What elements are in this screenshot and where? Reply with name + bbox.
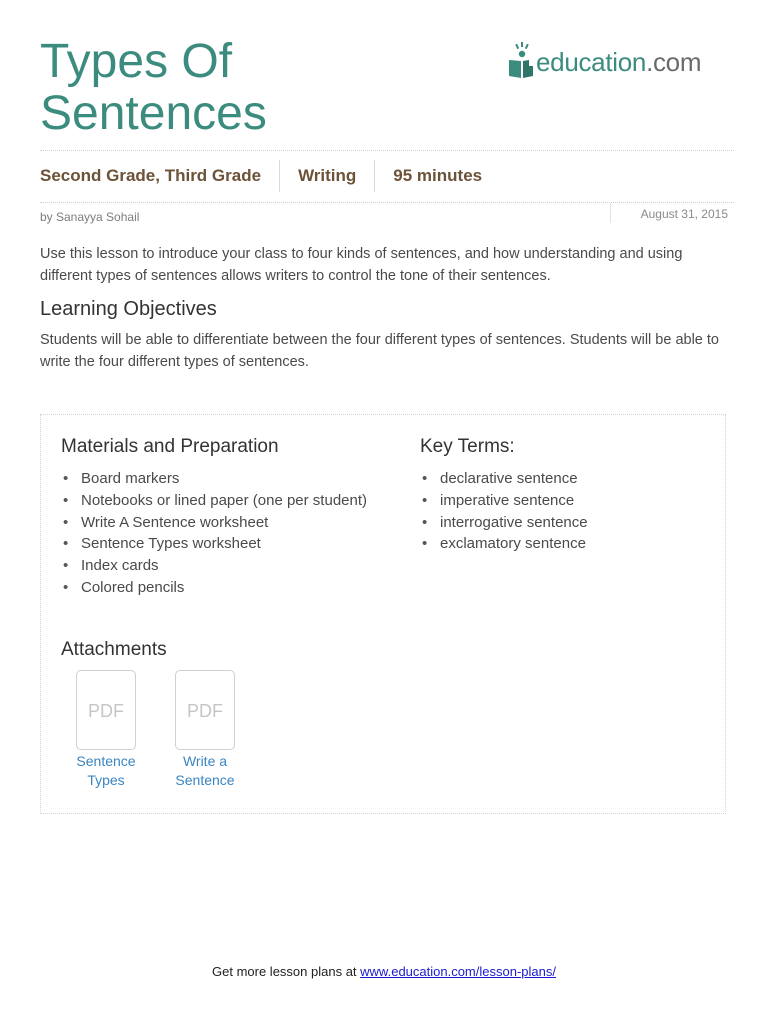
logo-suffix: .com [646, 46, 702, 77]
list-item: • Colored pencils [61, 577, 367, 599]
list-item: • Board markers [61, 468, 367, 490]
list-item: • declarative sentence [420, 468, 588, 490]
lesson-meta [40, 160, 482, 192]
lesson-details-box [40, 414, 726, 814]
attachment-write-a-sentence[interactable] [160, 670, 250, 790]
list-item: • Write A Sentence worksheet [61, 512, 367, 534]
book-person-logo-icon [506, 42, 536, 82]
subject: Writing [298, 166, 357, 185]
page-title [40, 36, 267, 140]
grade-level: Second Grade, Third Grade [40, 166, 262, 185]
education-logo[interactable] [506, 40, 701, 84]
meta-divider [40, 202, 734, 203]
list-item: • exclamatory sentence [420, 533, 588, 555]
list-item: • Index cards [61, 555, 367, 577]
materials-list [61, 468, 367, 599]
attachments-heading: Attachments [61, 639, 167, 660]
key-terms-heading: Key Terms: [420, 436, 515, 457]
materials-heading: Materials and Preparation [61, 436, 279, 457]
duration: 95 minutes [393, 166, 483, 185]
list-item: • imperative sentence [420, 490, 588, 512]
objectives-text: Students will be able to differentiate between the four different types of sentences. Students will be able to write the four different types of sentences. [40, 332, 719, 370]
logo-wordmark [536, 47, 701, 78]
objectives-heading: Learning Objectives [40, 298, 217, 320]
footer-text: Get more lesson plans at [212, 964, 361, 979]
pdf-file-icon[interactable]: PDF [175, 670, 235, 750]
attachment-link[interactable]: Sentence Types [76, 753, 136, 788]
publish-date: August 31, 2015 [640, 207, 728, 221]
date-separator [610, 203, 611, 223]
meta-separator [374, 160, 375, 192]
attachment-link[interactable]: Write a Sentence [175, 753, 235, 788]
title-line-2: Sentences [40, 87, 267, 140]
title-line-1: Types Of [40, 35, 233, 88]
page-footer [0, 964, 768, 979]
lesson-plans-link[interactable]: www.education.com/lesson-plans/ [360, 964, 556, 979]
list-item: • Notebooks or lined paper (one per student) [61, 490, 367, 512]
pdf-file-icon[interactable]: PDF [76, 670, 136, 750]
logo-main: education [536, 46, 647, 77]
list-item: • interrogative sentence [420, 512, 588, 534]
list-item: • Sentence Types worksheet [61, 533, 367, 555]
key-terms-list [420, 468, 588, 555]
meta-separator [279, 160, 280, 192]
author-byline: by Sanayya Sohail [40, 210, 140, 224]
header-divider [40, 150, 734, 151]
attachment-sentence-types[interactable] [61, 670, 151, 790]
intro-paragraph: Use this lesson to introduce your class to four kinds of sentences, and how understanding and using different types of sentences allows writers to control the tone of their sentences. [40, 246, 683, 284]
